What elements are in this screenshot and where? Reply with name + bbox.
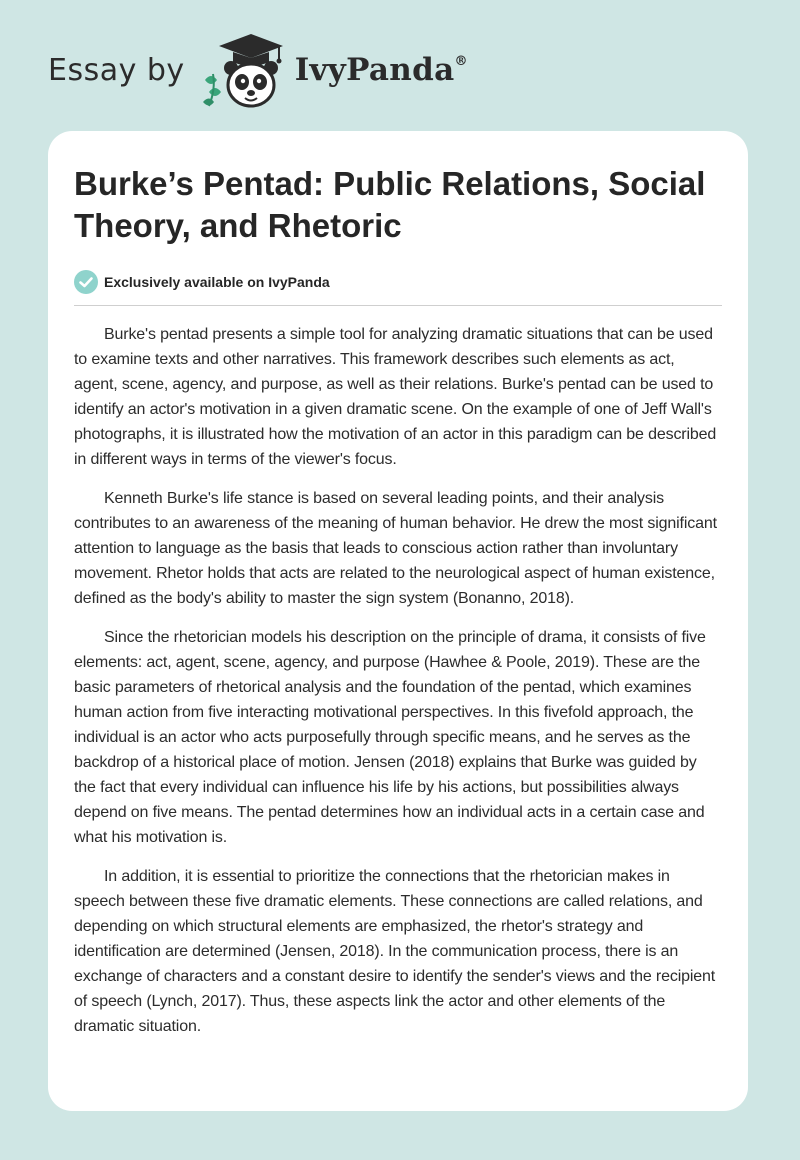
paragraph: Kenneth Burke's life stance is based on several leading points, and their analysis contributes to an awareness of the meaning of human behavior. He drew the most significant attention to language as the basis that leads to conscious action rather than involuntary movement. Rhetor holds that acts are related to the neurological aspect of human existence, defined as the body's ability to master the sign system (Bonanno, 2018). [74,490,717,607]
paragraph: Since the rhetorician models his description on the principle of drama, it consists of five elements: act, agent, scene, agency, and purpose (Hawhee & Poole, 2019). These are the basic parameters of rhetorical analysis and the foundation of the pentad, which examines human action from five interacting motivational perspectives. In this fivefold approach, the individual is an actor who acts purposefully through specific means, and he serves as the backdrop of a historical place of motion. Jensen (2018) explains that Burke was guided by the fact that every individual can influence his life by his actions, but possibilities always depend on five means. The pentad determines how an individual acts in a certain case and what his motivation is. [74,629,706,846]
ivy-leaves-icon [203,74,221,106]
panda-logo-icon[interactable] [199,30,291,110]
essay-card [48,131,748,1111]
paragraph: Burke's pentad presents a simple tool for analyzing dramatic situations that can be used to examine texts and other narratives. This framework describes such elements as act, agent, scene, agency, and purpose, as well as their relations. Burke's pentad can be used to identify an actor's motivation in a given dramatic scene. On the example of one of Jeff Wall's photographs, it is illustrated how the motivation of an actor in this paradigm can be described in different ways in terms of the viewer's focus. [74,326,717,468]
panda-head-icon [224,61,278,106]
paragraph: In addition, it is essential to prioritize the connections that the rhetorician makes in speech between these five dramatic elements. These connections are called relations, and depending on which structural elements are emphasized, the rhetor's strategy and identification are determined (Jensen, 2018). In the communication process, there is an exchange of characters and a constant desire to identify the sender's views and the recipient of speech (Lynch, 2017). Thus, these aspects link the actor and other elements of the dramatic situation. [74,868,716,1035]
checkmark-icon [74,270,98,294]
essay-body [74,322,722,1039]
divider [74,305,722,306]
essay-by-label: Essay by [48,52,185,88]
exclusive-badge [74,269,722,295]
graduation-cap-icon [219,34,283,66]
badge-label: Exclusively available on IvyPanda [104,274,330,290]
registered-mark: ® [454,54,468,69]
page-title: Burke’s Pentad: Public Relations, Social Theory, and Rhetoric [74,165,706,244]
site-header [48,30,468,110]
brand-name[interactable]: IvyPanda® [294,52,468,88]
